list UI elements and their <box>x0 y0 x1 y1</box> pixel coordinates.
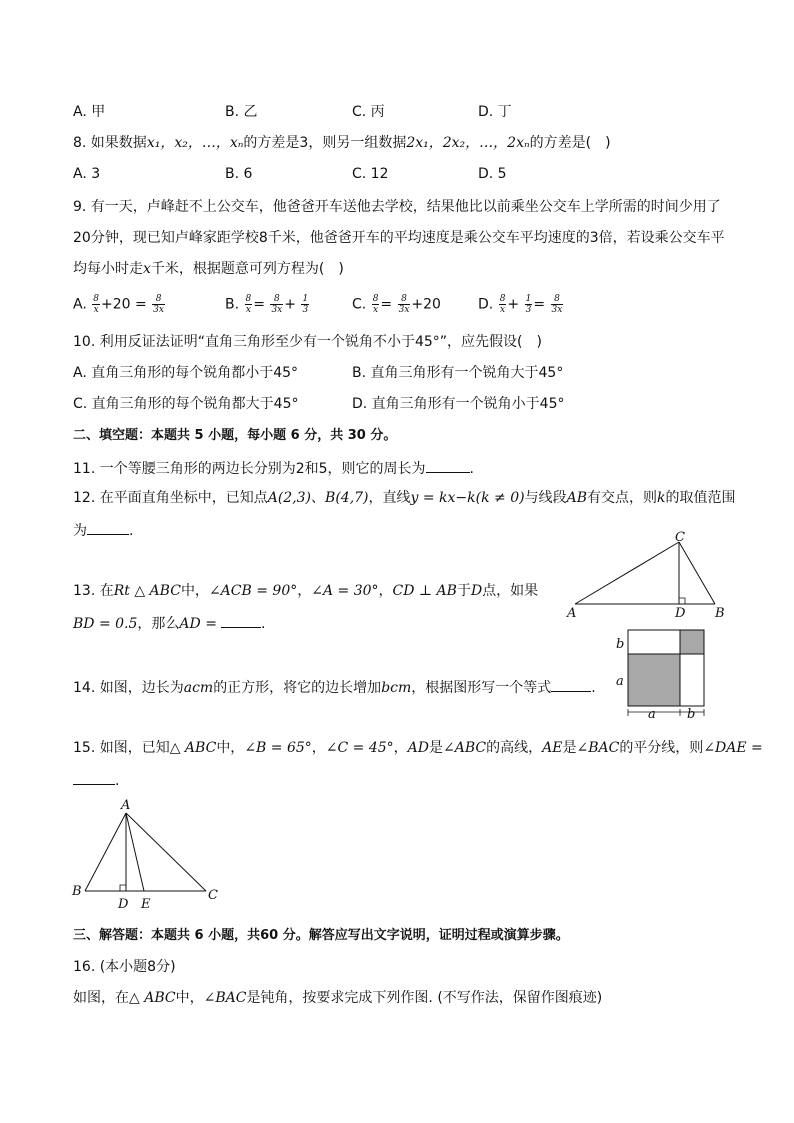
q16-question <box>73 989 602 1007</box>
q8-data2: 2x₁，2x₂，…，2xₙ <box>406 135 530 151</box>
q12-segment: AB <box>566 490 587 506</box>
q9-var-x: x <box>143 261 151 277</box>
q9-option-d <box>478 294 564 315</box>
q16-b: 中， <box>175 990 204 1006</box>
q15-angle-b: ∠B = 65° <box>244 740 312 756</box>
label-a-bottom: a <box>648 707 656 720</box>
label-b-bottom: b <box>687 707 696 720</box>
q13-answer-blank <box>221 613 261 628</box>
label-a-left: a <box>616 674 624 689</box>
fraction <box>92 294 100 315</box>
q15-ae: AE <box>542 740 563 756</box>
q9-option-c-tail: +20 <box>411 296 441 313</box>
q13-perp: CD ⊥ AB <box>392 583 457 599</box>
q15-comma: ， <box>311 740 326 756</box>
section2-heading: 二、填空题：本题共 5 小题，每小题 6 分，共 30 分。 <box>73 428 397 443</box>
q11-question <box>73 458 474 478</box>
q9-line3 <box>73 260 344 278</box>
q8-text-suffix: 的方差是( ) <box>529 135 611 151</box>
side-ac <box>126 813 206 891</box>
q9-option-c <box>352 294 441 315</box>
q7-option-a: A. 甲 <box>73 104 106 120</box>
fraction-den: 3x <box>551 305 563 315</box>
bisector-ae <box>126 813 144 891</box>
q15-b: 中， <box>216 740 245 756</box>
q12-end: . <box>129 523 134 539</box>
fraction <box>152 294 165 315</box>
q14-a: 14. 如图，边长为 <box>73 680 184 696</box>
fraction-num: 8 <box>270 294 283 305</box>
side-ab <box>85 813 126 891</box>
label-b-left: b <box>616 637 625 652</box>
fraction-den: 3x <box>153 305 164 315</box>
q12-line1 <box>73 489 735 507</box>
q9-option-c-label: C. <box>352 296 367 313</box>
q9-option-b-plus: + <box>284 296 296 313</box>
fraction-num: 8 <box>372 294 379 304</box>
side-cb <box>679 542 715 604</box>
fraction-den: 3 <box>302 305 309 315</box>
q8-question <box>73 134 611 152</box>
fraction <box>398 294 411 315</box>
q14-acm: acm <box>183 680 214 696</box>
fraction-num: 1 <box>302 294 309 304</box>
fraction <box>525 294 533 315</box>
q15-line2 <box>73 770 119 790</box>
q15-tri: △ ABC <box>169 740 217 756</box>
q10-question: 10. 利用反证法证明“直角三角形至少有一个锐角不小于45°”，应先假设( ) <box>73 334 542 350</box>
q15-line1 <box>73 739 763 757</box>
q15-d: 的高线， <box>486 740 543 756</box>
q15-e: 是 <box>562 740 577 756</box>
q9-line1: 9. 有一天，卢峰赶不上公交车，他爸爸开车送他去学校，结果他比以前乘坐公交车上学所需的时间少用了 <box>73 199 721 215</box>
q9-option-b-eq: = <box>253 296 265 313</box>
q13-e: 于 <box>456 583 471 599</box>
fraction-den: x <box>373 305 379 315</box>
q15-angle-abc: ∠ABC <box>443 740 487 756</box>
q13-d: ， <box>378 583 393 599</box>
q7-option-b: B. 乙 <box>225 104 258 120</box>
q13-ang2: ∠A = 30° <box>311 583 379 599</box>
q8-option-a: A. 3 <box>73 166 101 182</box>
q14-c: ，根据图形写一个等式 <box>411 680 552 696</box>
q14-answer-blank <box>551 677 591 692</box>
q9-option-a-tail: +20 = <box>100 296 147 313</box>
q16-tri: △ ABC <box>129 990 176 1006</box>
inner-square-a <box>628 654 680 706</box>
q9-option-c-eq: = <box>380 296 393 313</box>
right-angle-mark <box>679 598 685 604</box>
right-angle-mark <box>120 885 126 891</box>
q15-a: 15. 如图，已知 <box>73 740 170 756</box>
fraction-num: 8 <box>245 294 252 304</box>
fraction-num: 8 <box>93 294 99 304</box>
q16-heading: 16. (本小题8分) <box>73 959 176 975</box>
q15-angle-c: ∠C = 45° <box>325 740 394 756</box>
q13-line1 <box>73 582 538 600</box>
q9-option-d-plus: + <box>507 296 520 313</box>
section3-heading: 三、解答题：本题共 6 小题，共60 分。解答应写出文字说明，证明过程或演算步骤。 <box>73 928 569 943</box>
q12-mid: ，直线 <box>368 490 411 506</box>
q10-option-a: A. 直角三角形的每个锐角都小于45° <box>73 365 299 381</box>
fraction-num: 8 <box>551 294 564 305</box>
q8-data1: x₁，x₂，…，xₙ <box>146 135 244 151</box>
q13-b: 中， <box>180 583 209 599</box>
q16-angle: ∠BAC <box>203 990 247 1006</box>
q9-line3-b: 千米，根据题意可列方程为( ) <box>150 261 344 277</box>
q15-end: . <box>115 773 120 789</box>
q15-answer-blank <box>73 770 115 785</box>
q10-option-d: D. 直角三角形有一个锐角小于45° <box>352 396 565 412</box>
q11-text: 11. 一个等腰三角形的两边长分别为2和5，则它的周长为 <box>73 461 426 477</box>
fraction-den: x <box>500 305 506 315</box>
q12-point-a: A(2,3) <box>267 490 312 506</box>
q15-angle-bac: ∠BAC <box>576 740 620 756</box>
fraction-den: 3x <box>271 305 283 315</box>
q12-equation: y = kx−k(k ≠ 0) <box>410 490 525 506</box>
q14-square-figure <box>612 628 712 720</box>
label-a: A <box>567 606 577 620</box>
q13-rt: Rt △ ABC <box>113 583 181 599</box>
q8-option-c: C. 12 <box>352 166 389 182</box>
fraction <box>270 294 283 315</box>
q11-answer-blank <box>426 458 470 473</box>
q15-c: 是 <box>429 740 444 756</box>
fraction-den: x <box>93 305 99 315</box>
q12-mid2: 与线段 <box>524 490 567 506</box>
q9-line3-a: 均每小时走 <box>73 261 143 277</box>
fraction-num: 8 <box>152 294 165 305</box>
q13-line2 <box>73 613 265 633</box>
q15-f: 的平分线，则 <box>619 740 704 756</box>
q13-ang1: ∠ACB = 90° <box>208 583 298 599</box>
q14-bcm: bcm <box>381 680 412 696</box>
q8-text-prefix: 8. 如果数据 <box>73 135 147 151</box>
q14-end: . <box>591 680 596 696</box>
q12-answer-blank <box>87 520 129 535</box>
q13-end: . <box>260 616 266 632</box>
q15-comma2: ， <box>393 740 408 756</box>
q13-a: 13. 在 <box>73 583 114 599</box>
q7-option-d: D. 丁 <box>478 104 512 120</box>
q9-option-a <box>73 294 166 315</box>
fraction-den: x <box>245 305 251 315</box>
fraction <box>499 294 507 315</box>
q13-c: ， <box>297 583 312 599</box>
q7-option-c: C. 丙 <box>352 104 385 120</box>
q12-line2-text: 为 <box>73 523 87 539</box>
q12-suffix: 的取值范围 <box>665 490 736 506</box>
q13-f: 点，如果 <box>482 583 539 599</box>
q9-option-d-label: D. <box>478 296 494 313</box>
label-c: C <box>675 530 685 545</box>
q12-line2 <box>73 520 133 540</box>
label-b: B <box>715 606 725 620</box>
q9-option-a-label: A. <box>73 296 87 313</box>
q15-angle-dae: ∠DAE = <box>703 740 763 756</box>
q12-prefix: 12. 在平面直角坐标中，已知点 <box>73 490 268 506</box>
q9-line2: 20分钟，现已知卢峰家距学校8千米，他爸爸开车的平均速度是乘公交车平均速度的3倍，若设乘公交车平 <box>73 230 725 246</box>
fraction-num: 8 <box>499 294 506 304</box>
q8-option-b: B. 6 <box>225 166 253 182</box>
q12-sep: 、 <box>311 490 326 506</box>
q14-question <box>73 677 596 697</box>
label-c: C <box>208 888 218 903</box>
q9-option-b-label: B. <box>225 296 240 313</box>
fraction-num: 8 <box>398 294 411 305</box>
q13-line2-b: ，那么 <box>137 616 180 632</box>
q13-bd: BD = 0.5 <box>73 616 138 632</box>
q15-ad: AD <box>407 740 430 756</box>
label-b: B <box>72 884 82 899</box>
label-e: E <box>141 897 151 912</box>
fraction <box>372 294 380 315</box>
q10-option-b: B. 直角三角形有一个锐角大于45° <box>352 365 564 381</box>
q8-option-d: D. 5 <box>478 166 507 182</box>
q10-option-c: C. 直角三角形的每个锐角都大于45° <box>73 396 299 412</box>
fraction-num: 1 <box>525 294 532 304</box>
q11-end: . <box>469 461 474 477</box>
q9-option-d-eq: = <box>533 296 546 313</box>
q16-a: 如图，在 <box>73 990 129 1006</box>
fraction-den: 3 <box>525 305 532 315</box>
q13-point-d: D <box>470 583 483 599</box>
side-ac <box>575 542 679 604</box>
q12-point-b: B(4,7) <box>325 490 369 506</box>
q12-k: k <box>657 490 666 506</box>
fraction <box>245 294 253 315</box>
fraction-den: 3x <box>398 305 410 315</box>
q12-mid3: 有交点，则 <box>587 490 657 506</box>
label-a: A <box>121 798 131 813</box>
corner-square-b <box>680 630 704 654</box>
q14-b: 的正方形，将它的边长增加 <box>213 680 382 696</box>
q13-triangle-figure <box>565 528 735 620</box>
label-d: D <box>118 897 129 912</box>
fraction <box>301 294 309 315</box>
fraction <box>551 294 564 315</box>
label-d: D <box>675 606 686 620</box>
q16-c: 是钝角，按要求完成下列作图. (不写作法，保留作图痕迹) <box>246 990 603 1006</box>
q13-ad: AD = <box>179 616 217 632</box>
q8-text-mid: 的方差是3，则另一组数据 <box>243 135 407 151</box>
q9-option-b <box>225 294 310 315</box>
q15-triangle-figure <box>68 795 228 913</box>
